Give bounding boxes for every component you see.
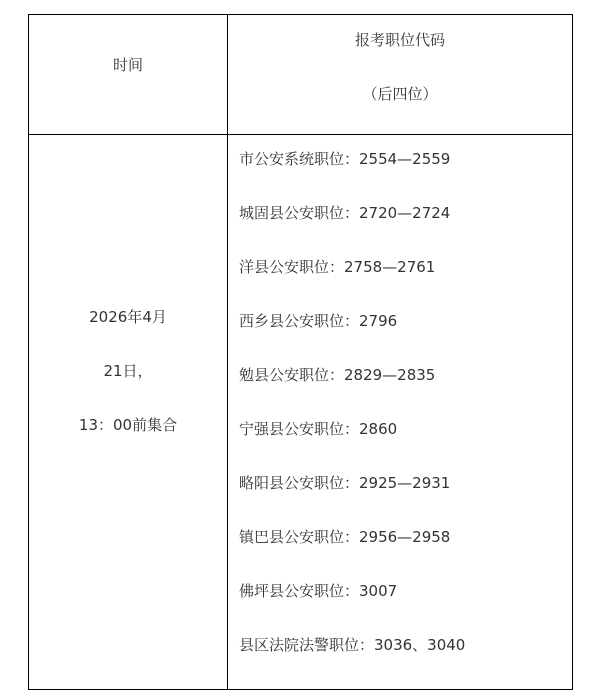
table-header-row bbox=[29, 15, 573, 135]
header-code-sublabel: （后四位） bbox=[362, 85, 438, 103]
position-code-item: 镇巴县公安职位：2956—2958 bbox=[239, 528, 451, 546]
position-code-cell bbox=[228, 135, 573, 690]
header-time-cell bbox=[29, 15, 228, 135]
header-code-label: 报考职位代码 bbox=[354, 31, 445, 49]
position-code-list bbox=[228, 149, 572, 689]
time-date: 2026年4月 bbox=[89, 308, 167, 326]
position-code-item: 略阳县公安职位：2925—2931 bbox=[239, 474, 451, 492]
header-code-cell bbox=[228, 15, 573, 135]
header-time-label: 时间 bbox=[112, 56, 143, 74]
position-code-item: 市公安系统职位：2554—2559 bbox=[239, 150, 451, 168]
time-cell bbox=[29, 135, 228, 690]
schedule-table bbox=[28, 14, 573, 690]
position-code-item: 县区法院法警职位：3036、3040 bbox=[239, 636, 466, 654]
position-code-item: 宁强县公安职位：2860 bbox=[239, 420, 398, 438]
time-text bbox=[29, 307, 227, 469]
table-body-row bbox=[29, 135, 573, 690]
time-hour: 13：00前集合 bbox=[78, 416, 178, 434]
position-code-item: 勉县公安职位：2829—2835 bbox=[239, 366, 436, 384]
position-code-item: 城固县公安职位：2720—2724 bbox=[239, 204, 451, 222]
position-code-item: 佛坪县公安职位：3007 bbox=[239, 582, 398, 600]
position-code-item: 洋县公安职位：2758—2761 bbox=[239, 258, 436, 276]
time-day: 21日， bbox=[103, 362, 153, 380]
position-code-item: 西乡县公安职位：2796 bbox=[239, 312, 398, 330]
